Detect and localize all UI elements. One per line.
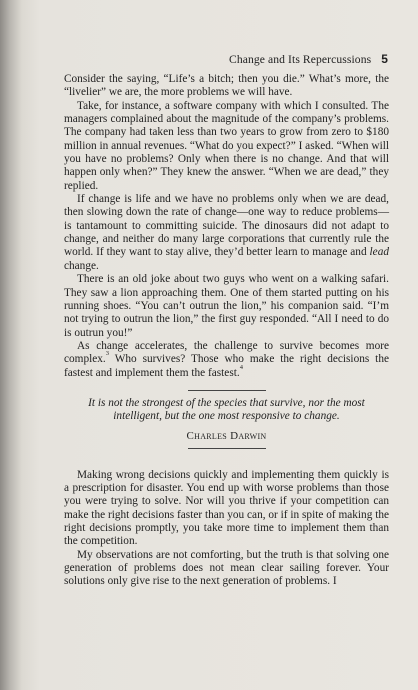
page-number: 5 bbox=[381, 52, 388, 66]
footnote-ref-4: 4 bbox=[239, 363, 243, 371]
epigraph-quote: It is not the strongest of the species that survive, nor the most intelligent, but the one most responsive to change. bbox=[88, 396, 365, 423]
paragraph-3-text-a: If change is life and we have no problems only when we are dead, then slowing down the rate of change—one way to reduce problems—is tantamount to committing suicide. The dinosaurs did not adapt to change, and neither do many large corporations that currently rule the world. If they want to stay alive, they’d better learn to manage and bbox=[64, 193, 389, 259]
body-text bbox=[64, 73, 389, 589]
paragraph-5-text-a: As change accelerates, the challenge to survive becomes more complex. bbox=[64, 339, 389, 366]
paragraph-3 bbox=[64, 193, 389, 273]
paragraph-7: My observations are not comforting, but the truth is that solving one generation of problems does not mean clear sailing forever. Your solutions only give rise to the next generation of problems. I bbox=[64, 548, 389, 588]
emphasis-lead: lead bbox=[369, 246, 389, 259]
paragraph-6: Making wrong decisions quickly and implementing them quickly is a prescription for disaster. You end up with worse problems than those you were trying to solve. Nor will you thrive if your competition can make the right decisions faster than you can, or if in spite of making the right decisions promptly, you take more time to implement them than the competition. bbox=[64, 468, 389, 548]
paragraph-2: Take, for instance, a software company with which I consulted. The managers complained about the magnitude of the company’s problems. The company had taken less than two years to grow from zero to $180 million in annual revenues. “What do you expect?” I asked. “When will you have no problems? Only when there is no change. And that will happen only when?” They knew the answer. “When we are dead,” they replied. bbox=[64, 99, 389, 192]
divider-top bbox=[188, 390, 266, 391]
epigraph-author: Charles Darwin bbox=[186, 429, 267, 442]
paragraph-3-text-b: change. bbox=[64, 259, 99, 272]
chapter-title: Change and Its Repercussions bbox=[228, 53, 372, 66]
paragraph-5-text-b: Who survives? Those who make the right decisions the fastest and implement them the fastest. bbox=[64, 353, 389, 379]
paragraph-5 bbox=[64, 340, 389, 380]
running-header bbox=[229, 52, 388, 66]
footnote-ref-3: 3 bbox=[105, 350, 109, 358]
paragraph-1: Consider the saying, “Life’s a bitch; then you die.” What’s more, the “livelier” we are, the more problems we will have. bbox=[64, 73, 389, 99]
paragraph-4: There is an old joke about two guys who went on a walking safari. They saw a lion approaching them. One of them started putting on his running shoes. “You can’t outrun the lion,” his companion said. “I’m not trying to outrun the lion,” the first guy responded. “All I need to do is outrun you!” bbox=[64, 273, 389, 339]
